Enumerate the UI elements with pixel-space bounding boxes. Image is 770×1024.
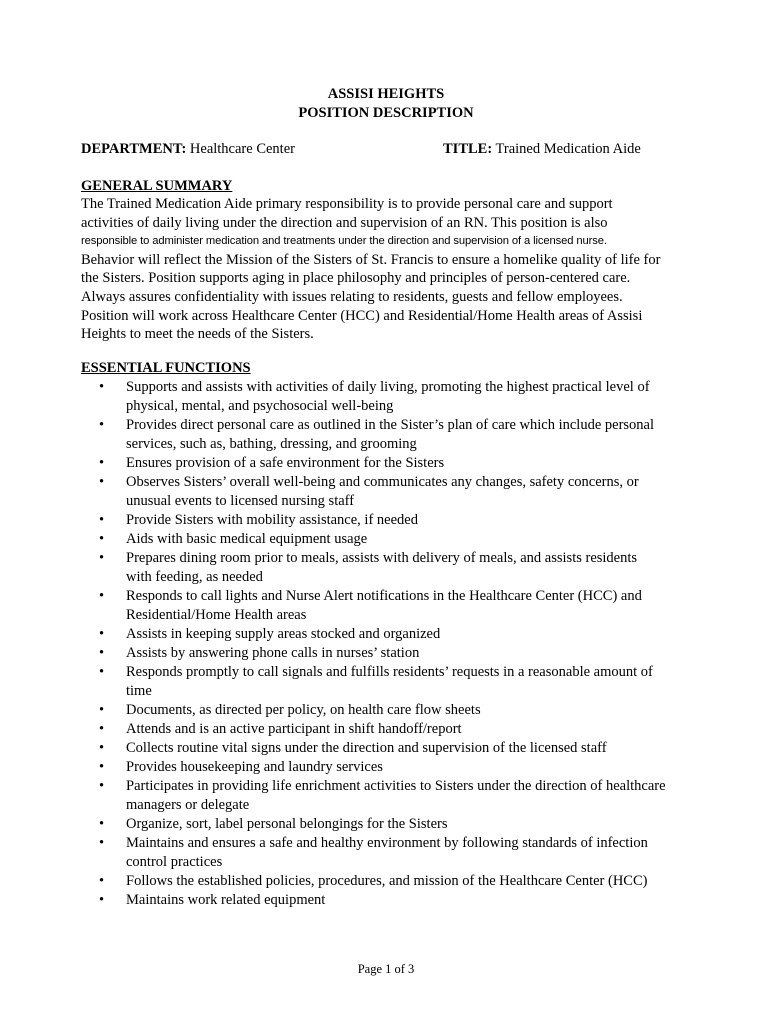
function-item (81, 891, 693, 910)
organization-name: ASSISI HEIGHTS (327, 86, 445, 102)
document-title: POSITION DESCRIPTION (298, 105, 474, 121)
function-item-text: • Documents, as directed per policy, on health care flow sheets (126, 702, 481, 718)
function-item-text: • Follows the established policies, procedures, and mission of the Healthcare Center (HCC) (126, 873, 648, 889)
function-item (81, 416, 693, 454)
function-item-text: • Observes Sisters’ overall well-being and communicates any changes, safety concerns, or (126, 474, 639, 490)
essential-functions-heading: ESSENTIAL FUNCTIONS (81, 360, 251, 376)
function-item-text: • Prepares dining room prior to meals, assists with delivery of meals, and assists residents (126, 550, 638, 566)
position-title-field (443, 140, 641, 159)
function-item-text-continued: physical, mental, and psychosocial well-being (126, 398, 394, 414)
department-label: DEPARTMENT: (81, 141, 187, 157)
summary-line: Position will work across Healthcare Center (HCC) and Residential/Home Health areas of Assisi (81, 307, 643, 324)
general-summary-heading: GENERAL SUMMARY (81, 178, 233, 194)
function-item-text-continued: control practices (126, 854, 223, 870)
department-value: Healthcare Center (189, 141, 295, 157)
function-item (81, 834, 693, 872)
function-item-text: • Provides housekeeping and laundry services (126, 759, 383, 775)
summary-line: activities of daily living under the direction and supervision of an RN. This position is also (81, 214, 608, 231)
function-item (81, 872, 693, 891)
function-item (81, 815, 693, 834)
function-item-text: • Assists by answering phone calls in nurses’ station (126, 645, 420, 661)
function-item-text-continued: unusual events to licensed nursing staff (126, 493, 355, 509)
function-item-text: • Attends and is an active participant in shift handoff/report (126, 721, 462, 737)
function-item-text: • Assists in keeping supply areas stocked and organized (126, 626, 441, 642)
function-item-text: • Maintains work related equipment (126, 892, 326, 908)
function-item (81, 511, 693, 530)
function-item-text: • Maintains and ensures a safe and healthy environment by following standards of infection (126, 835, 648, 851)
summary-line: responsible to administer medication and treatments under the direction and supervision of a licensed nurse. (81, 235, 607, 248)
function-item-text-continued: services, such as, bathing, dressing, and grooming (126, 436, 417, 452)
function-item-text: • Participates in providing life enrichment activities to Sisters under the direction of healthcare (126, 778, 666, 794)
function-item (81, 777, 693, 815)
function-item (81, 701, 693, 720)
function-item (81, 758, 693, 777)
function-item-text: • Aids with basic medical equipment usage (126, 531, 368, 547)
document-title-block (81, 85, 691, 123)
department-field (81, 141, 295, 157)
page-number: Page 1 of 3 (357, 962, 415, 976)
position-title-value: Trained Medication Aide (495, 141, 641, 157)
function-item (81, 663, 693, 701)
essential-functions-list (81, 378, 693, 910)
function-item-text: • Collects routine vital signs under the direction and supervision of the licensed staff (126, 740, 607, 756)
function-item (81, 378, 693, 416)
function-item-text: • Supports and assists with activities of daily living, promoting the highest practical level of (126, 379, 650, 395)
summary-line: Always assures confidentiality with issues relating to residents, guests and fellow employees. (81, 288, 623, 305)
function-item (81, 739, 693, 758)
function-item (81, 530, 693, 549)
department-title-row (81, 140, 691, 159)
function-item-text-continued: Residential/Home Health areas (126, 607, 307, 623)
function-item (81, 454, 693, 473)
function-item-text: • Provides direct personal care as outlined in the Sister’s plan of care which include personal (126, 417, 655, 433)
function-item (81, 473, 693, 511)
function-item-text: • Responds to call lights and Nurse Alert notifications in the Healthcare Center (HCC) and (126, 588, 642, 604)
function-item-text: • Responds promptly to call signals and fulfills residents’ requests in a reasonable amount of (126, 664, 653, 680)
function-item-text-continued: time (126, 683, 152, 699)
function-item-text: • Provide Sisters with mobility assistance, if needed (126, 512, 418, 528)
summary-line: The Trained Medication Aide primary responsibility is to provide personal care and support (81, 196, 613, 212)
summary-line: Behavior will reflect the Mission of the Sisters of St. Francis to ensure a homelike quality of life for (81, 251, 661, 268)
function-item (81, 549, 693, 587)
function-item-text: • Organize, sort, label personal belongings for the Sisters (126, 816, 448, 832)
summary-line: the Sisters. Position supports aging in place philosophy and principles of person-centered care. (81, 270, 631, 287)
function-item (81, 587, 693, 625)
document-page (81, 0, 691, 1024)
position-title-label: TITLE: (443, 141, 493, 157)
general-summary-text (81, 195, 693, 344)
summary-line: Heights to meet the needs of the Sisters. (81, 326, 314, 343)
function-item-text: • Ensures provision of a safe environment for the Sisters (126, 455, 445, 471)
function-item (81, 644, 693, 663)
function-item-text-continued: managers or delegate (126, 797, 250, 813)
function-item (81, 720, 693, 739)
function-item (81, 625, 693, 644)
function-item-text-continued: with feeding, as needed (126, 569, 263, 585)
